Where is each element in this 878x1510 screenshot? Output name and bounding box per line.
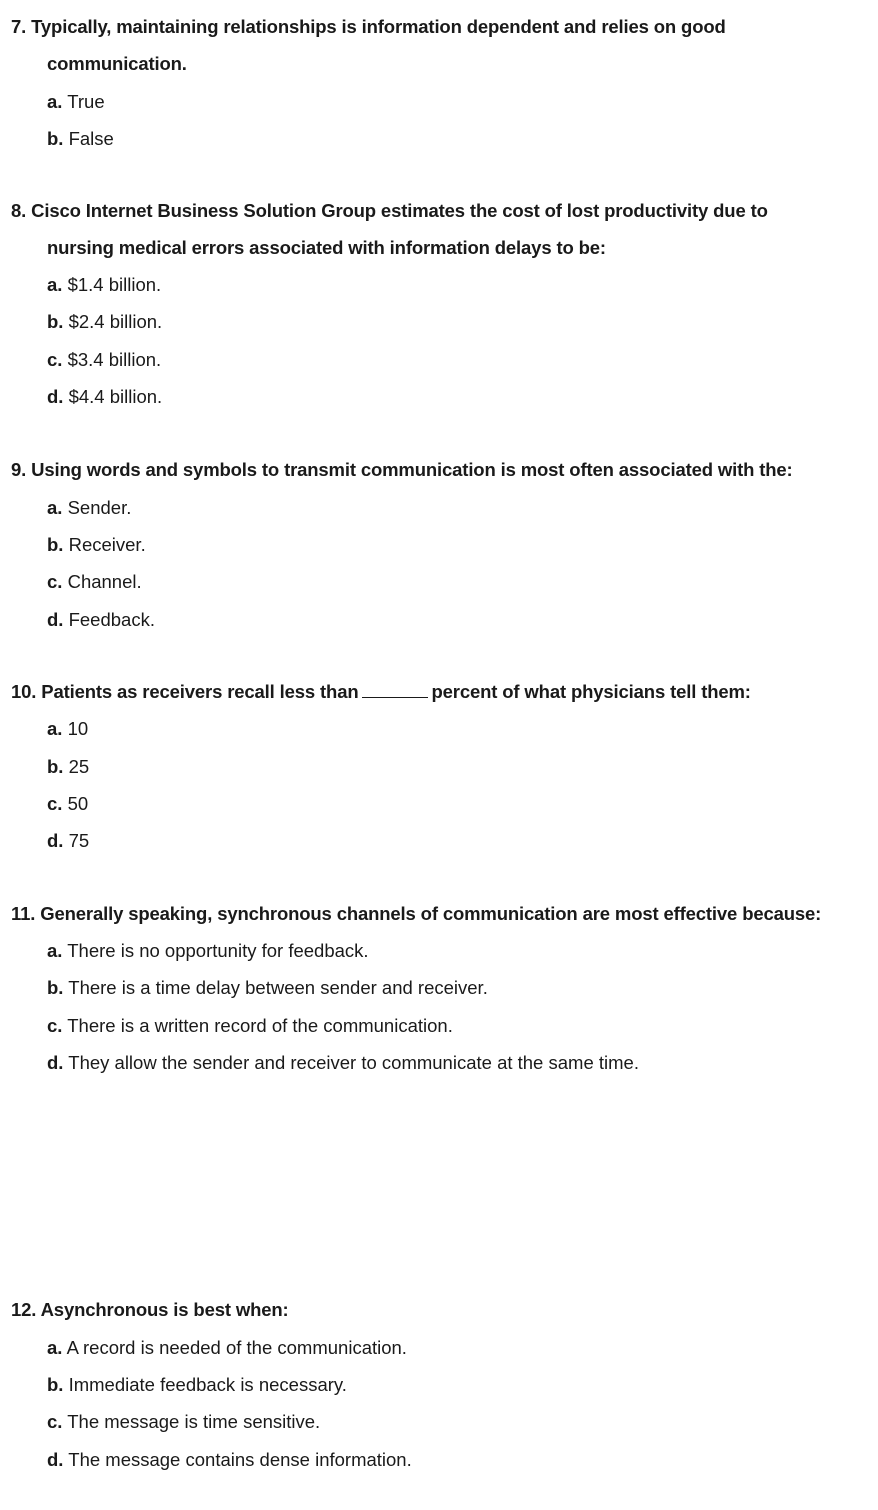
option-text: Feedback.	[68, 609, 155, 630]
option-a[interactable]	[47, 940, 369, 962]
option-letter: c.	[47, 1015, 63, 1036]
option-c[interactable]	[47, 1411, 320, 1433]
option-d[interactable]	[47, 830, 89, 852]
option-text: A record is needed of the communication.	[66, 1337, 407, 1358]
question-stem-line: communication.	[47, 53, 187, 74]
option-letter: b.	[47, 534, 64, 555]
option-c[interactable]	[47, 793, 88, 815]
question-number: 8.	[11, 200, 27, 221]
option-c[interactable]	[47, 571, 142, 593]
option-b[interactable]	[47, 534, 146, 556]
option-d[interactable]	[47, 609, 155, 631]
option-a[interactable]	[47, 274, 161, 296]
option-text: Channel.	[67, 571, 142, 592]
option-text: True	[67, 91, 105, 112]
question-number: 7.	[11, 16, 27, 37]
option-letter: d.	[47, 830, 64, 851]
option-a[interactable]	[47, 497, 131, 519]
option-text: False	[68, 128, 114, 149]
option-text: $1.4 billion.	[67, 274, 162, 295]
question-number: 10.	[11, 681, 37, 702]
option-b[interactable]	[47, 756, 89, 778]
option-text: 10	[67, 718, 89, 739]
fill-in-blank	[362, 681, 428, 698]
option-d[interactable]	[47, 1449, 412, 1471]
question-stem	[11, 903, 821, 925]
question-stem-line: Asynchronous is best when:	[40, 1299, 289, 1320]
question-number: 9.	[11, 459, 27, 480]
option-letter: b.	[47, 977, 64, 998]
option-b[interactable]	[47, 128, 114, 150]
option-b[interactable]	[47, 977, 488, 999]
option-text: Receiver.	[68, 534, 146, 555]
question-stem-before-blank: Patients as receivers recall less than	[41, 681, 359, 702]
option-text: Sender.	[67, 497, 132, 518]
option-letter: a.	[47, 91, 63, 112]
option-c[interactable]	[47, 349, 161, 371]
question-stem	[11, 16, 726, 38]
question-stem-line: Generally speaking, synchronous channels of communication are most effective because:	[40, 903, 822, 924]
option-d[interactable]	[47, 386, 162, 408]
option-letter: c.	[47, 349, 63, 370]
question-stem-line: Cisco Internet Business Solution Group estimates the cost of lost productivity due to	[31, 200, 768, 221]
option-a[interactable]	[47, 91, 105, 113]
option-letter: a.	[47, 940, 63, 961]
option-text: There is a written record of the communication.	[67, 1015, 453, 1036]
option-b[interactable]	[47, 1374, 347, 1396]
question-stem-after-blank: percent of what physicians tell them:	[431, 681, 751, 702]
question-stem	[11, 1299, 289, 1321]
option-letter: c.	[47, 793, 63, 814]
option-letter: a.	[47, 497, 63, 518]
option-text: 25	[68, 756, 90, 777]
option-b[interactable]	[47, 311, 162, 333]
option-d[interactable]	[47, 1052, 639, 1074]
option-text: There is no opportunity for feedback.	[67, 940, 369, 961]
option-letter: d.	[47, 609, 64, 630]
option-c[interactable]	[47, 1015, 453, 1037]
question-number: 12.	[11, 1299, 37, 1320]
option-letter: a.	[47, 718, 63, 739]
option-letter: b.	[47, 1374, 64, 1395]
option-letter: c.	[47, 1411, 63, 1432]
question-stem	[11, 459, 793, 481]
option-letter: a.	[47, 1337, 63, 1358]
question-stem-line: Typically, maintaining relationships is information dependent and relies on good	[31, 16, 726, 37]
option-letter: d.	[47, 386, 64, 407]
question-stem-line: nursing medical errors associated with information delays to be:	[47, 237, 606, 258]
option-text: Immediate feedback is necessary.	[68, 1374, 347, 1395]
option-text: 50	[67, 793, 89, 814]
question-stem-line: Using words and symbols to transmit communication is most often associated with the:	[31, 459, 793, 480]
question-stem	[11, 200, 768, 222]
option-letter: c.	[47, 571, 63, 592]
option-text: The message contains dense information.	[68, 1449, 412, 1470]
question-stem	[11, 681, 751, 703]
option-text: $4.4 billion.	[68, 386, 163, 407]
option-letter: b.	[47, 311, 64, 332]
option-text: 75	[68, 830, 90, 851]
option-letter: b.	[47, 756, 64, 777]
option-text: The message is time sensitive.	[67, 1411, 321, 1432]
option-letter: a.	[47, 274, 63, 295]
option-a[interactable]	[47, 1337, 407, 1359]
option-letter: d.	[47, 1449, 64, 1470]
option-a[interactable]	[47, 718, 88, 740]
option-text: They allow the sender and receiver to communicate at the same time.	[68, 1052, 639, 1073]
option-letter: b.	[47, 128, 64, 149]
option-text: There is a time delay between sender and receiver.	[68, 977, 488, 998]
option-text: $3.4 billion.	[67, 349, 162, 370]
option-text: $2.4 billion.	[68, 311, 163, 332]
question-number: 11.	[11, 903, 36, 924]
option-letter: d.	[47, 1052, 64, 1073]
